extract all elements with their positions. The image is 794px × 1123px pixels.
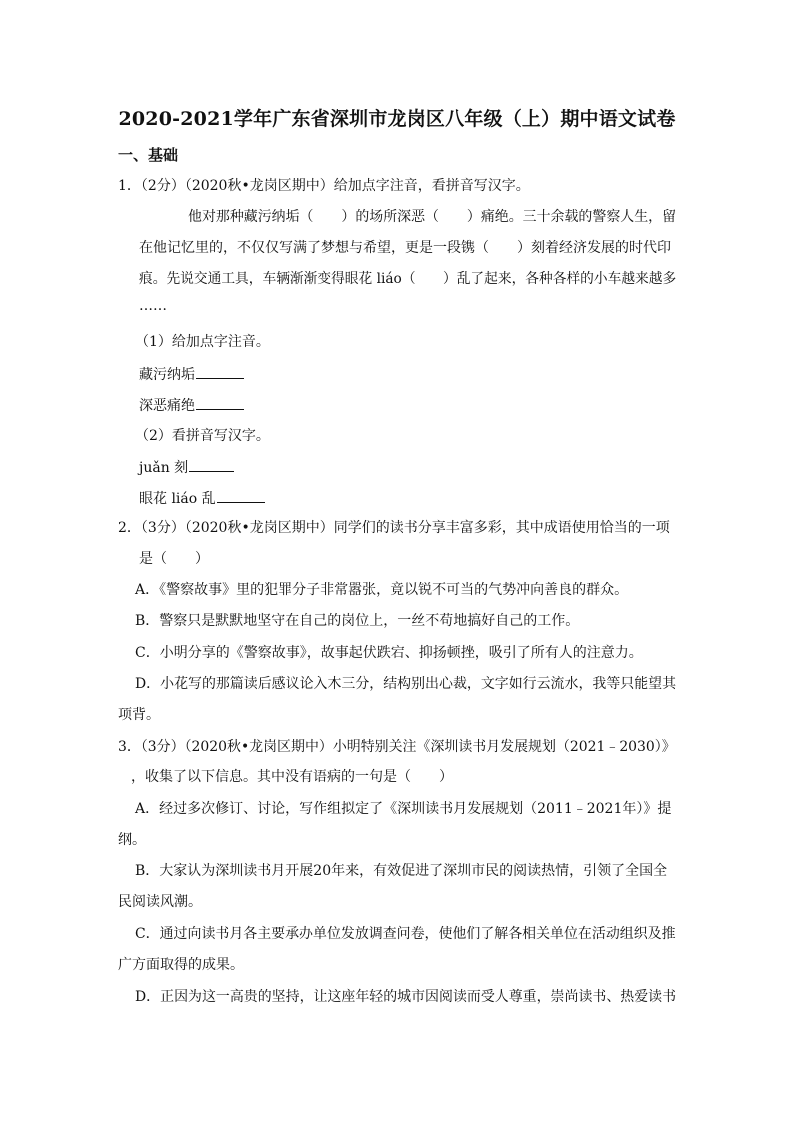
question-1-passage-line: 痕。先说交通工具，车辆渐渐变得眼花 liáo（ ）乱了起来，各种各样的小车越来越多 xyxy=(139,271,677,287)
question-1-sub-1: （1）给加点字注音。 xyxy=(135,334,270,350)
question-3-option-d: D．正因为这一高贵的坚持，让这座年轻的城市因阅读而受人尊重，崇尚读书、热爱读书 xyxy=(135,989,677,1005)
question-1-header: 1．（2分）（2020秋•龙岗区期中）给加点字注音，看拼音写汉字。 xyxy=(118,178,530,194)
question-1-item xyxy=(139,457,234,478)
question-2-option-c: C．小明分享的《警察故事》，故事起伏跌宕、抑扬顿挫，吸引了所有人的注意力。 xyxy=(135,645,643,661)
item-text: 深恶痛绝 xyxy=(139,398,195,414)
page-title: 2020-2021学年广东省深圳市龙岗区八年级（上）期中语文试卷 xyxy=(118,108,676,130)
question-3-option-c-cont: 广方面取得的成果。 xyxy=(118,957,244,973)
answer-blank xyxy=(217,488,265,503)
section-heading: 一、基础 xyxy=(118,146,179,164)
question-1-item xyxy=(139,488,265,509)
question-1-item xyxy=(139,364,244,385)
question-3-option-a: A．经过多次修订、讨论，写作组拟定了《深圳读书月发展规划（2011﹣2021年）》提 xyxy=(135,801,672,817)
question-1-sub-2: （2）看拼音写汉字。 xyxy=(135,428,270,444)
question-1-item xyxy=(139,395,244,416)
question-2-option-b: B．警察只是默默地坚守在自己的岗位上，一丝不苟地搞好自己的工作。 xyxy=(135,613,580,629)
question-1-passage-line: 在他记忆里的，不仅仅写满了梦想与希望，更是一段镌（ ）刻着经济发展的时代印 xyxy=(139,240,671,256)
question-2-option-d-cont: 项背。 xyxy=(118,707,160,723)
item-text: 藏污纳垢 xyxy=(139,367,195,383)
question-2-option-a: A．《警察故事》里的犯罪分子非常嚣张，竟以锐不可当的气势冲向善良的群众。 xyxy=(135,582,629,598)
question-3-option-a-cont: 纲。 xyxy=(118,832,146,848)
question-3-option-b-cont: 民阅读风潮。 xyxy=(118,894,202,910)
item-text: 眼花 liáo 乱 xyxy=(139,491,216,507)
question-2-option-d: D．小花写的那篇读后感议论入木三分，结构别出心裁，文字如行云流水，我等只能望其 xyxy=(135,676,677,692)
question-2-header-cont: 是（ ） xyxy=(139,551,209,567)
answer-blank xyxy=(189,457,234,472)
answer-blank xyxy=(196,364,244,379)
question-3-header-cont: ，收集了以下信息。其中没有语病的一句是（ ） xyxy=(131,769,453,785)
item-text: juǎn 刻 xyxy=(139,460,189,476)
question-3-option-b: B．大家认为深圳读书月开展20年来，有效促进了深圳市民的阅读热情，引领了全国全 xyxy=(135,863,668,879)
question-2-header: 2．（3分）（2020秋•龙岗区期中）同学们的读书分享丰富多彩，其中成语使用恰当的一项 xyxy=(118,520,670,536)
question-3-option-c: C．通过向读书月各主要承办单位发放调查问卷，使他们了解各相关单位在活动组织及推 xyxy=(135,926,676,942)
question-1-passage-line: …… xyxy=(139,298,167,314)
question-1-passage-line: 他对那种藏污纳垢（ ）的场所深恶（ ）痛绝。三十余载的警察人生，留 xyxy=(188,209,677,225)
question-3-header: 3．（3分）（2020秋•龙岗区期中）小明特别关注《深圳读书月发展规划（2021﹣2030）》 xyxy=(118,739,676,755)
answer-blank xyxy=(196,395,244,410)
